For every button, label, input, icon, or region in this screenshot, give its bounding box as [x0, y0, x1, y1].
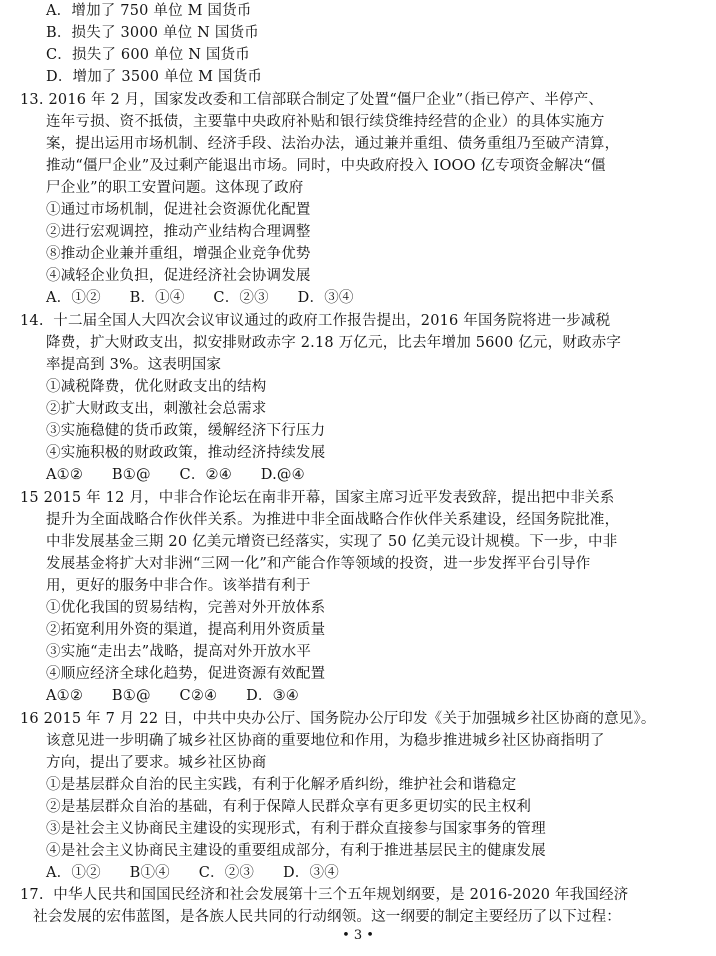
- q16-item: ③是社会主义协商民主建设的实现形式，有利于群众直接参与国家事务的管理: [46, 821, 546, 837]
- q14-item: ②扩大财政支出，刺激社会总需求: [46, 401, 267, 417]
- q16-options: A．①② B①④ C．②③ D．③④: [46, 865, 339, 881]
- q13-item: ⑧推动企业兼并重组，增强企业竞争优势: [46, 246, 311, 262]
- q15-item: ①优化我国的贸易结构，完善对外开放体系: [46, 600, 326, 616]
- q12-option-d: D．增加了 3500 单位 M 国货币: [46, 69, 263, 85]
- q16-item: ④是社会主义协商民主建设的重要组成部分，有利于推进基层民主的健康发展: [46, 843, 546, 859]
- q13-stem-line: 13. 2016 年 2 月，国家发改委和工信部联合制定了处置“僵尸企业”（指已停产、半停产、: [20, 92, 604, 108]
- q13-item: ②进行宏观调控，推动产业结构合理调整: [46, 224, 311, 240]
- q12-option-b: B．损失了 3000 单位 N 国货币: [46, 25, 259, 41]
- q15-stem-line: 中非发展基金三期 20 亿美元增资已经落实，实现了 50 亿美元设计规模。下一步，中非: [46, 534, 618, 550]
- q13-item: ④减轻企业负担，促进经济社会协调发展: [46, 268, 311, 284]
- q13-stem-line: 连年亏损、资不抵债，主要靠中央政府补贴和银行续贷维持经营的企业）的具体实施方: [46, 114, 605, 130]
- q17-stem-line: 社会发展的宏伟蓝图，是各族人民共同的行动纲领。这一纲要的制定主要经历了以下过程：: [33, 909, 621, 925]
- q15-stem-line: 提升为全面战略合作伙伴关系。为推进中非全面战略合作伙伴关系建设，经国务院批准，: [46, 512, 620, 528]
- q15-item: ④顺应经济全球化趋势，促进资源有效配置: [46, 666, 326, 682]
- q13-stem-line: 推动“僵尸企业”及过剩产能退出市场。同时，中央政府投入 IOOO 亿专项资金解决“僵: [46, 158, 606, 174]
- q14-stem-line: 14. 十二届全国人大四次会议审议通过的政府工作报告提出，2016 年国务院将进一步减税: [20, 313, 611, 329]
- q13-item: ①通过市场机制，促进社会资源优化配置: [46, 202, 311, 218]
- q14-item: ③实施稳健的货币政策，缓解经济下行压力: [46, 423, 326, 439]
- q15-stem-line: 发展基金将扩大对非洲“三网一化”和产能合作等领域的投资，进一步发挥平台引导作: [46, 556, 591, 572]
- q12-option-a: A．增加了 750 单位 M 国货币: [46, 3, 252, 19]
- q12-option-c: C．损失了 600 单位 N 国货币: [46, 47, 250, 63]
- q13-stem-line: 案，提出运用市场机制、经济手段、法治办法，通过兼并重组、债务重组乃至破产清算，: [46, 136, 620, 152]
- q14-options: A①② B①@ C．②④ D.@④: [46, 467, 305, 483]
- q16-stem-line: 该意见进一步明确了城乡社区协商的重要地位和作用，为稳步推进城乡社区协商指明了: [46, 733, 605, 749]
- q15-item: ②拓宽利用外资的渠道，提高利用外资质量: [46, 622, 326, 638]
- q16-stem-line: 方向，提出了要求。城乡社区协商: [46, 755, 267, 771]
- q14-stem-line: 降费，扩大财政支出，拟安排财政赤字 2.18 万亿元，比去年增加 5600 亿元，财政赤字: [46, 335, 622, 351]
- q14-item: ④实施积极的财政政策，推动经济持续发展: [46, 445, 326, 461]
- page-number: • 3 •: [342, 928, 374, 943]
- q15-stem-line: 15 2015 年 12 月，中非合作论坛在南非开幕，国家主席习近平发表致辞，提出把中非关系: [20, 490, 615, 506]
- q15-options: A①② B①@ C②④ D．③④: [46, 688, 300, 704]
- q15-stem-line: 用，更好的服务中非合作。该举措有利于: [46, 578, 311, 594]
- q13-options: A．①② B．①④ C．②③ D．③④: [46, 290, 354, 306]
- q14-stem-line: 率提高到 3%。这表明国家: [46, 357, 222, 373]
- q16-item: ①是基层群众自治的民主实践，有利于化解矛盾纠纷，维护社会和谐稳定: [46, 777, 517, 793]
- q17-stem-line: 17. 中华人民共和国国民经济和社会发展第十三个五年规划纲要，是 2016-2020 年我国经济: [20, 887, 629, 903]
- q16-stem-line: 16 2015 年 7 月 22 日，中共中央办公厅、国务院办公厅印发《关于加强城乡社区协商的意见》。: [20, 711, 656, 727]
- q14-item: ①减税降费，优化财政支出的结构: [46, 379, 267, 395]
- q13-stem-line: 尸企业”的职工安置问题。这体现了政府: [46, 180, 304, 196]
- q15-item: ③实施“走出去”战略，提高对外开放水平: [46, 644, 312, 660]
- q16-item: ②是基层群众自治的基础，有利于保障人民群众享有更多更切实的民主权利: [46, 799, 532, 815]
